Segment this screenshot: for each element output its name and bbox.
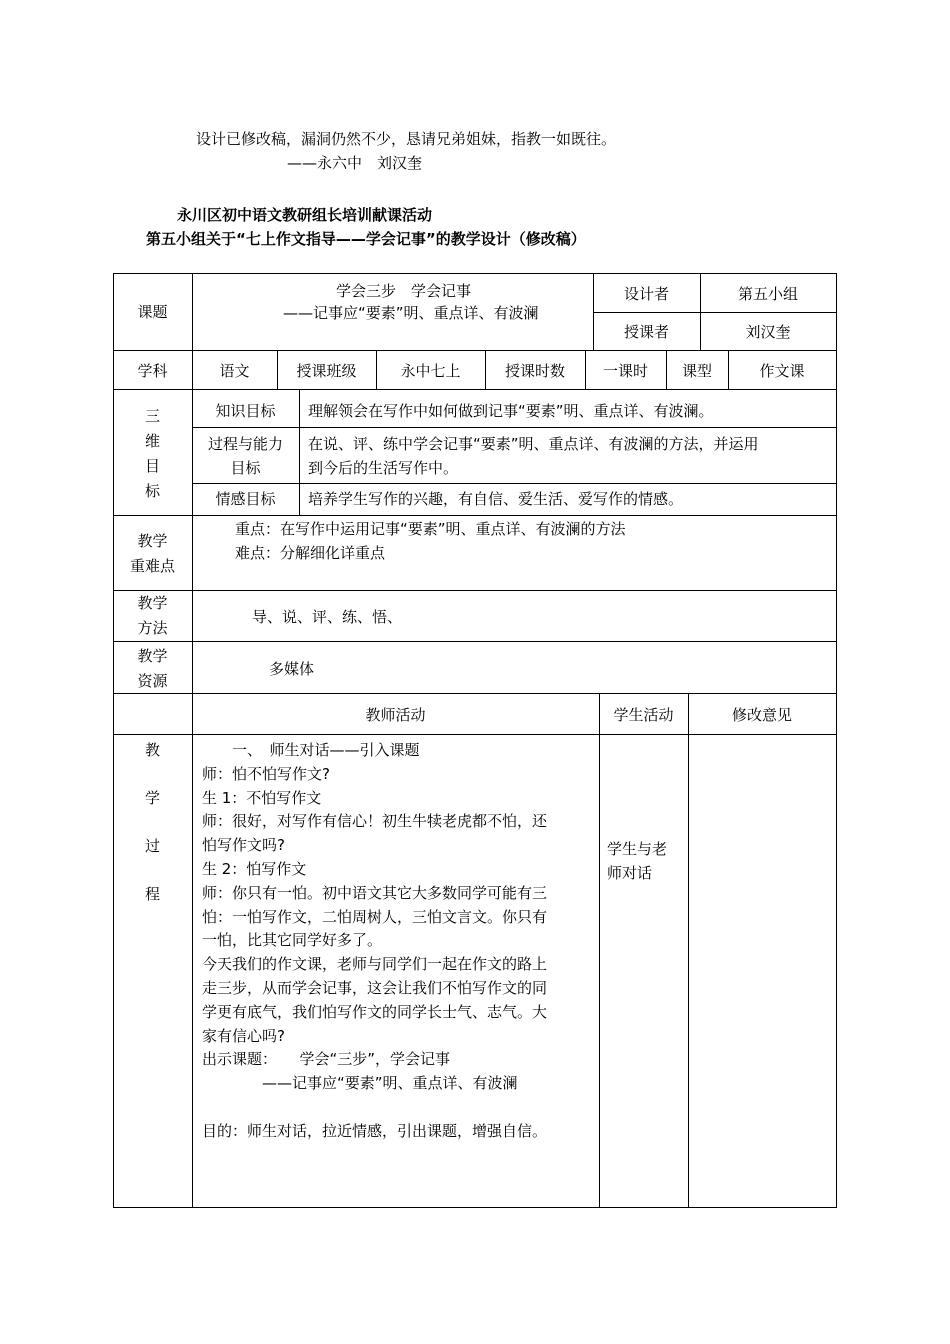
process-line bbox=[202, 1096, 547, 1120]
process-line: 家有信心吗? bbox=[202, 1026, 285, 1045]
goals-label-2: 维 bbox=[144, 432, 160, 450]
designer-label: 设计者 bbox=[623, 285, 669, 303]
heading-line-1: 永川区初中语文教研组长培训献课活动 bbox=[177, 206, 433, 224]
keypoints-label-1: 教学 bbox=[137, 532, 168, 550]
heading-line-2: 第五小组关于“七上作文指导——学会记事”的教学设计（修改稿） bbox=[146, 230, 586, 248]
knowledge-goal-text: 理解领会在写作中如何做到记事“要素”明、重点详、有波澜。 bbox=[308, 402, 714, 420]
process-label-1: 教 bbox=[144, 741, 160, 759]
goals-label-1: 三 bbox=[144, 407, 160, 425]
process-goal-label-2: 目标 bbox=[230, 459, 261, 477]
teacher-value: 刘汉奎 bbox=[745, 323, 791, 341]
process-line: 走三步，从而学会记事，这会让我们不怕写作文的同 bbox=[202, 978, 548, 997]
process-line: 怕：一怕写作文，二怕周树人，三怕文言文。你只有 bbox=[202, 907, 548, 926]
topic-title: 学会三步 学会记事 bbox=[336, 282, 472, 300]
col-revision: 修改意见 bbox=[731, 706, 792, 724]
process-line: 师：很好，对写作有信心！初生牛犊老虎都不怕，还 bbox=[202, 812, 548, 831]
method-label-2: 方法 bbox=[137, 619, 168, 637]
preface-signature: ——永六中 刘汉奎 bbox=[287, 154, 423, 172]
process-line: 生 1：不怕写作文 bbox=[202, 788, 322, 807]
class-label: 授课班级 bbox=[296, 362, 357, 380]
student-activity-2: 师对话 bbox=[607, 864, 653, 882]
process-line: 生 2：怕写作文 bbox=[202, 859, 307, 878]
resource-label-2: 资源 bbox=[137, 672, 168, 690]
class-value: 永中七上 bbox=[400, 362, 461, 380]
process-goal-label-1: 过程与能力 bbox=[207, 435, 283, 453]
process-line: 目的：师生对话，拉近情感，引出课题，增强自信。 bbox=[202, 1121, 548, 1140]
col-teacher-activity: 教师活动 bbox=[365, 706, 426, 724]
process-label-4: 程 bbox=[144, 885, 160, 903]
process-label-2: 学 bbox=[144, 789, 160, 807]
process-goal-text-1: 在说、评、练中学会记事“要素”明、重点详、有波澜的方法，并运用 bbox=[308, 435, 759, 453]
emotion-goal-label: 情感目标 bbox=[215, 490, 276, 508]
process-line: 一怕，比其它同学好多了。 bbox=[202, 931, 383, 950]
process-line: 师：怕不怕写作文? bbox=[202, 764, 330, 783]
teacher-activity-text bbox=[202, 739, 547, 1144]
designer-value: 第五小组 bbox=[737, 285, 798, 303]
topic-subtitle: ——记事应“要素”明、重点详、有波澜 bbox=[283, 304, 539, 322]
difficulty-text: 难点：分解细化详重点 bbox=[235, 544, 386, 562]
goals-label-3: 目 bbox=[144, 457, 160, 475]
process-line: ——记事应“要素”明、重点详、有波澜 bbox=[202, 1074, 518, 1093]
lesson-plan-table bbox=[113, 273, 837, 1208]
process-line: 一、 师生对话——引入课题 bbox=[202, 741, 420, 759]
subject-label: 学科 bbox=[137, 362, 168, 380]
process-label-3: 过 bbox=[144, 837, 160, 855]
preface-line-1: 设计已修改稿，漏洞仍然不少，恳请兄弟姐妹，指教一如既往。 bbox=[196, 130, 617, 148]
process-goal-text-2: 到今后的生活写作中。 bbox=[308, 459, 459, 477]
topic-label: 课题 bbox=[137, 303, 168, 321]
resource-label-1: 教学 bbox=[137, 647, 168, 665]
goals-label-4: 标 bbox=[144, 482, 160, 500]
student-activity-1: 学生与老 bbox=[607, 840, 668, 858]
method-label-1: 教学 bbox=[137, 594, 168, 612]
col-student-activity: 学生活动 bbox=[613, 706, 674, 724]
hours-label: 授课时数 bbox=[504, 362, 565, 380]
knowledge-goal-label: 知识目标 bbox=[215, 402, 276, 420]
process-line: 怕写作文吗? bbox=[202, 836, 285, 855]
teacher-label: 授课者 bbox=[623, 323, 669, 341]
keypoints-label-2: 重难点 bbox=[129, 557, 175, 575]
process-line: 学更有底气，我们怕写作文的同学长士气、志气。大 bbox=[202, 1002, 548, 1021]
resource-value: 多媒体 bbox=[269, 660, 315, 678]
process-line: 今天我们的作文课，老师与同学们一起在作文的路上 bbox=[202, 955, 548, 974]
type-label: 课型 bbox=[681, 362, 712, 380]
process-line: 师：你只有一怕。初中语文其它大多数同学可能有三 bbox=[202, 883, 548, 902]
hours-value: 一课时 bbox=[602, 362, 648, 380]
process-line: 出示课题： 学会“三步”，学会记事 bbox=[202, 1050, 451, 1069]
subject-value: 语文 bbox=[219, 362, 250, 380]
emotion-goal-text: 培养学生写作的兴趣，有自信、爱生活、爱写作的情感。 bbox=[308, 490, 684, 508]
method-value: 导、说、评、练、悟、 bbox=[252, 608, 403, 626]
type-value: 作文课 bbox=[759, 362, 805, 380]
keypoint-text: 重点：在写作中运用记事“要素”明、重点详、有波澜的方法 bbox=[235, 520, 626, 538]
